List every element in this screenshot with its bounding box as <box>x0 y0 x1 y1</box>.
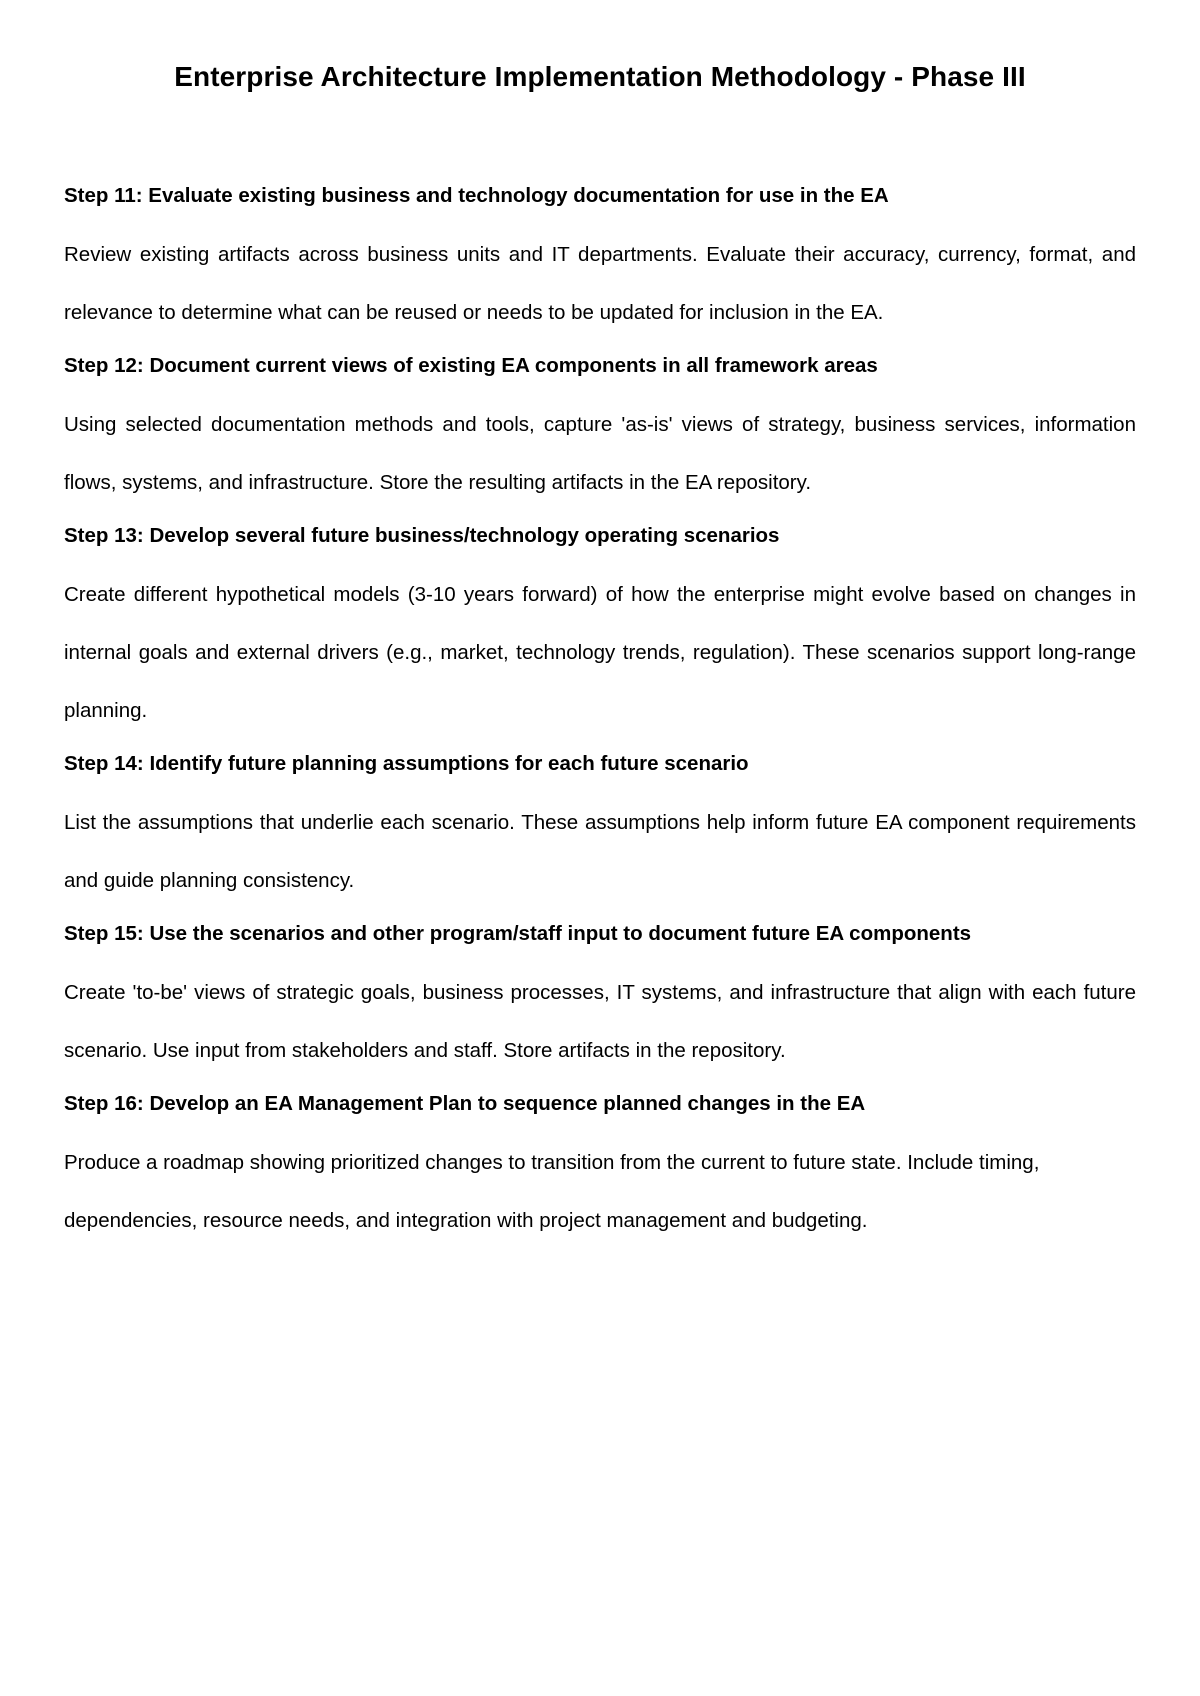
step-13 <box>64 522 1136 740</box>
step-description: Create 'to-be' views of strategic goals, business processes, IT systems, and infrastructure that align with each future scenario. Use input from stakeholders and staff. Store artifacts in the repository. <box>64 980 1136 1062</box>
step-description: Using selected documentation methods and tools, capture 'as-is' views of strategy, business services, information flows, systems, and infrastructure. Store the resulting artifacts in the EA repository. <box>64 412 1136 494</box>
step-14 <box>64 750 1136 910</box>
steps-list <box>64 182 1136 1250</box>
step-heading: Step 16: Develop an EA Management Plan to sequence planned changes in the EA <box>64 1091 866 1115</box>
step-11 <box>64 182 1136 342</box>
step-description: Produce a roadmap showing prioritized changes to transition from the current to future state. Include timing, dependencies, resource needs, and integration with project management and budgeting. <box>64 1150 1040 1232</box>
step-heading: Step 13: Develop several future business/technology operating scenarios <box>64 523 780 547</box>
step-description: Review existing artifacts across business units and IT departments. Evaluate their accuracy, currency, format, and relevance to determine what can be reused or needs to be updated for inclusion in the EA. <box>64 242 1136 324</box>
step-heading: Step 14: Identify future planning assumptions for each future scenario <box>64 751 749 775</box>
step-description: List the assumptions that underlie each scenario. These assumptions help inform future EA component requirements and guide planning consistency. <box>64 810 1136 892</box>
step-16 <box>64 1090 1136 1250</box>
step-12 <box>64 352 1136 512</box>
step-heading: Step 12: Document current views of existing EA components in all framework areas <box>64 353 878 377</box>
step-description: Create different hypothetical models (3-10 years forward) of how the enterprise might evolve based on changes in internal goals and external drivers (e.g., market, technology trends, regulation). These scenarios support long-range planning. <box>64 582 1136 722</box>
page-title: Enterprise Architecture Implementation Methodology - Phase III <box>174 61 1026 92</box>
step-15 <box>64 920 1136 1080</box>
step-heading: Step 11: Evaluate existing business and technology documentation for use in the EA <box>64 183 889 207</box>
step-heading: Step 15: Use the scenarios and other program/staff input to document future EA components <box>64 921 972 945</box>
